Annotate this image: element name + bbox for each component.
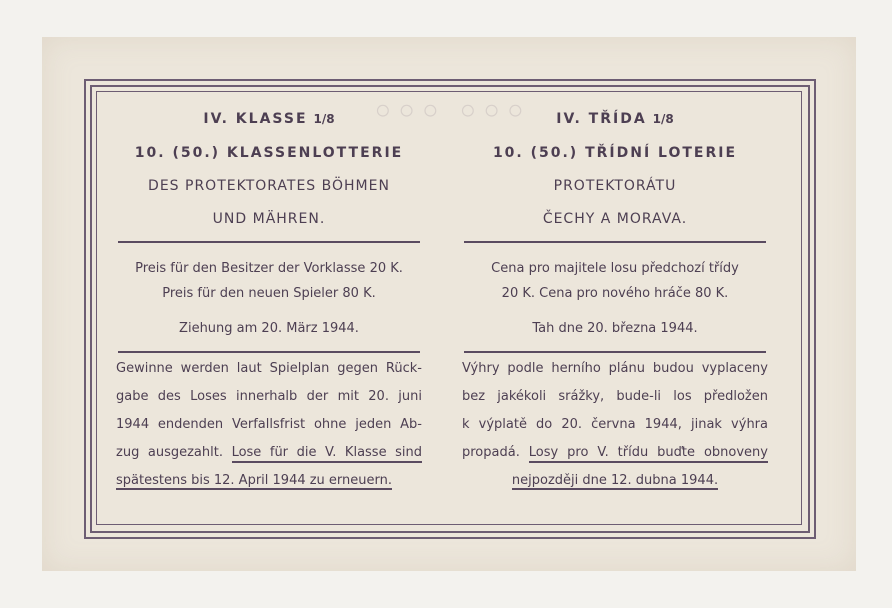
renewal-deadline: nejpozději dne 12. dubna 1944.: [511, 473, 719, 488]
divider: [118, 351, 420, 353]
protectorate-line-2: UND MÄHREN.: [212, 211, 326, 227]
terms-text: [104, 361, 434, 493]
class-label: IV. KLASSE: [203, 111, 308, 127]
price-line-2: Preis für den neuen Spieler 80 K.: [162, 286, 376, 301]
divider: [464, 351, 766, 353]
terms-line-3: 1944 endenden Verfallsfrist ohne jeden Ab-: [116, 417, 422, 432]
class-label: IV. TŘÍDA: [556, 111, 647, 127]
protectorate-line-2: ČECHY A MORAVA.: [542, 211, 688, 227]
terms-line-2: gabe des Loses innerhalb der mit 20. juni: [116, 389, 422, 404]
show-through-number: ◦◦◦ ◦◦◦: [372, 89, 529, 129]
terms-line-1: Výhry podle herního plánu budou vyplaceny: [462, 361, 768, 376]
terms-line-3: k výplatě do 20. června 1944, jinak výhra: [462, 417, 768, 432]
protectorate-line-1: DES PROTEKTORATES BÖHMEN: [148, 178, 390, 194]
price-line-1: Cena pro majitele losu předchozí třídy: [491, 261, 739, 276]
class-fraction: 1/8: [652, 112, 674, 126]
czech-column: [450, 111, 780, 493]
terms-line-1: Gewinne werden laut Spielplan gegen Rück-: [116, 361, 422, 376]
price-line-1: Preis für den Besitzer der Vorklasse 20 K.: [135, 261, 403, 276]
terms-line-4-a: propadá.: [462, 445, 520, 460]
lottery-title: 10. (50.) KLASSENLOTTERIE: [134, 145, 404, 161]
protectorate-line-1: PROTEKTORÁTU: [553, 178, 677, 194]
terms-line-4: [104, 445, 434, 465]
lottery-title: 10. (50.) TŘÍDNÍ LOTERIE: [492, 145, 738, 161]
draw-date: Tah dne 20. března 1944.: [532, 321, 698, 336]
price-line-2: 20 K. Cena pro nového hráče 80 K.: [501, 286, 729, 301]
class-fraction: 1/8: [313, 112, 335, 126]
terms-line-4: [450, 445, 780, 465]
terms-line-5: [450, 473, 780, 493]
draw-date: Ziehung am 20. März 1944.: [179, 321, 359, 336]
terms-line-5: [104, 473, 434, 493]
class-heading: [450, 111, 780, 131]
divider: [464, 241, 766, 243]
renewal-note-start: Losy pro V. třídu buďte obnoveny: [529, 445, 768, 463]
renewal-deadline: spätestens bis 12. April 1944 zu erneuern.: [116, 473, 393, 488]
german-column: [104, 111, 434, 493]
class-heading: [104, 111, 434, 131]
terms-line-4-a: zug ausgezahlt.: [116, 445, 223, 460]
renewal-note-start: Lose für die V. Klasse sind: [232, 445, 422, 463]
lottery-ticket-back: [42, 37, 856, 571]
terms-line-2: bez jakékoli srážky, bude-li los předložen: [462, 389, 768, 404]
divider: [118, 241, 420, 243]
terms-text: [450, 361, 780, 493]
